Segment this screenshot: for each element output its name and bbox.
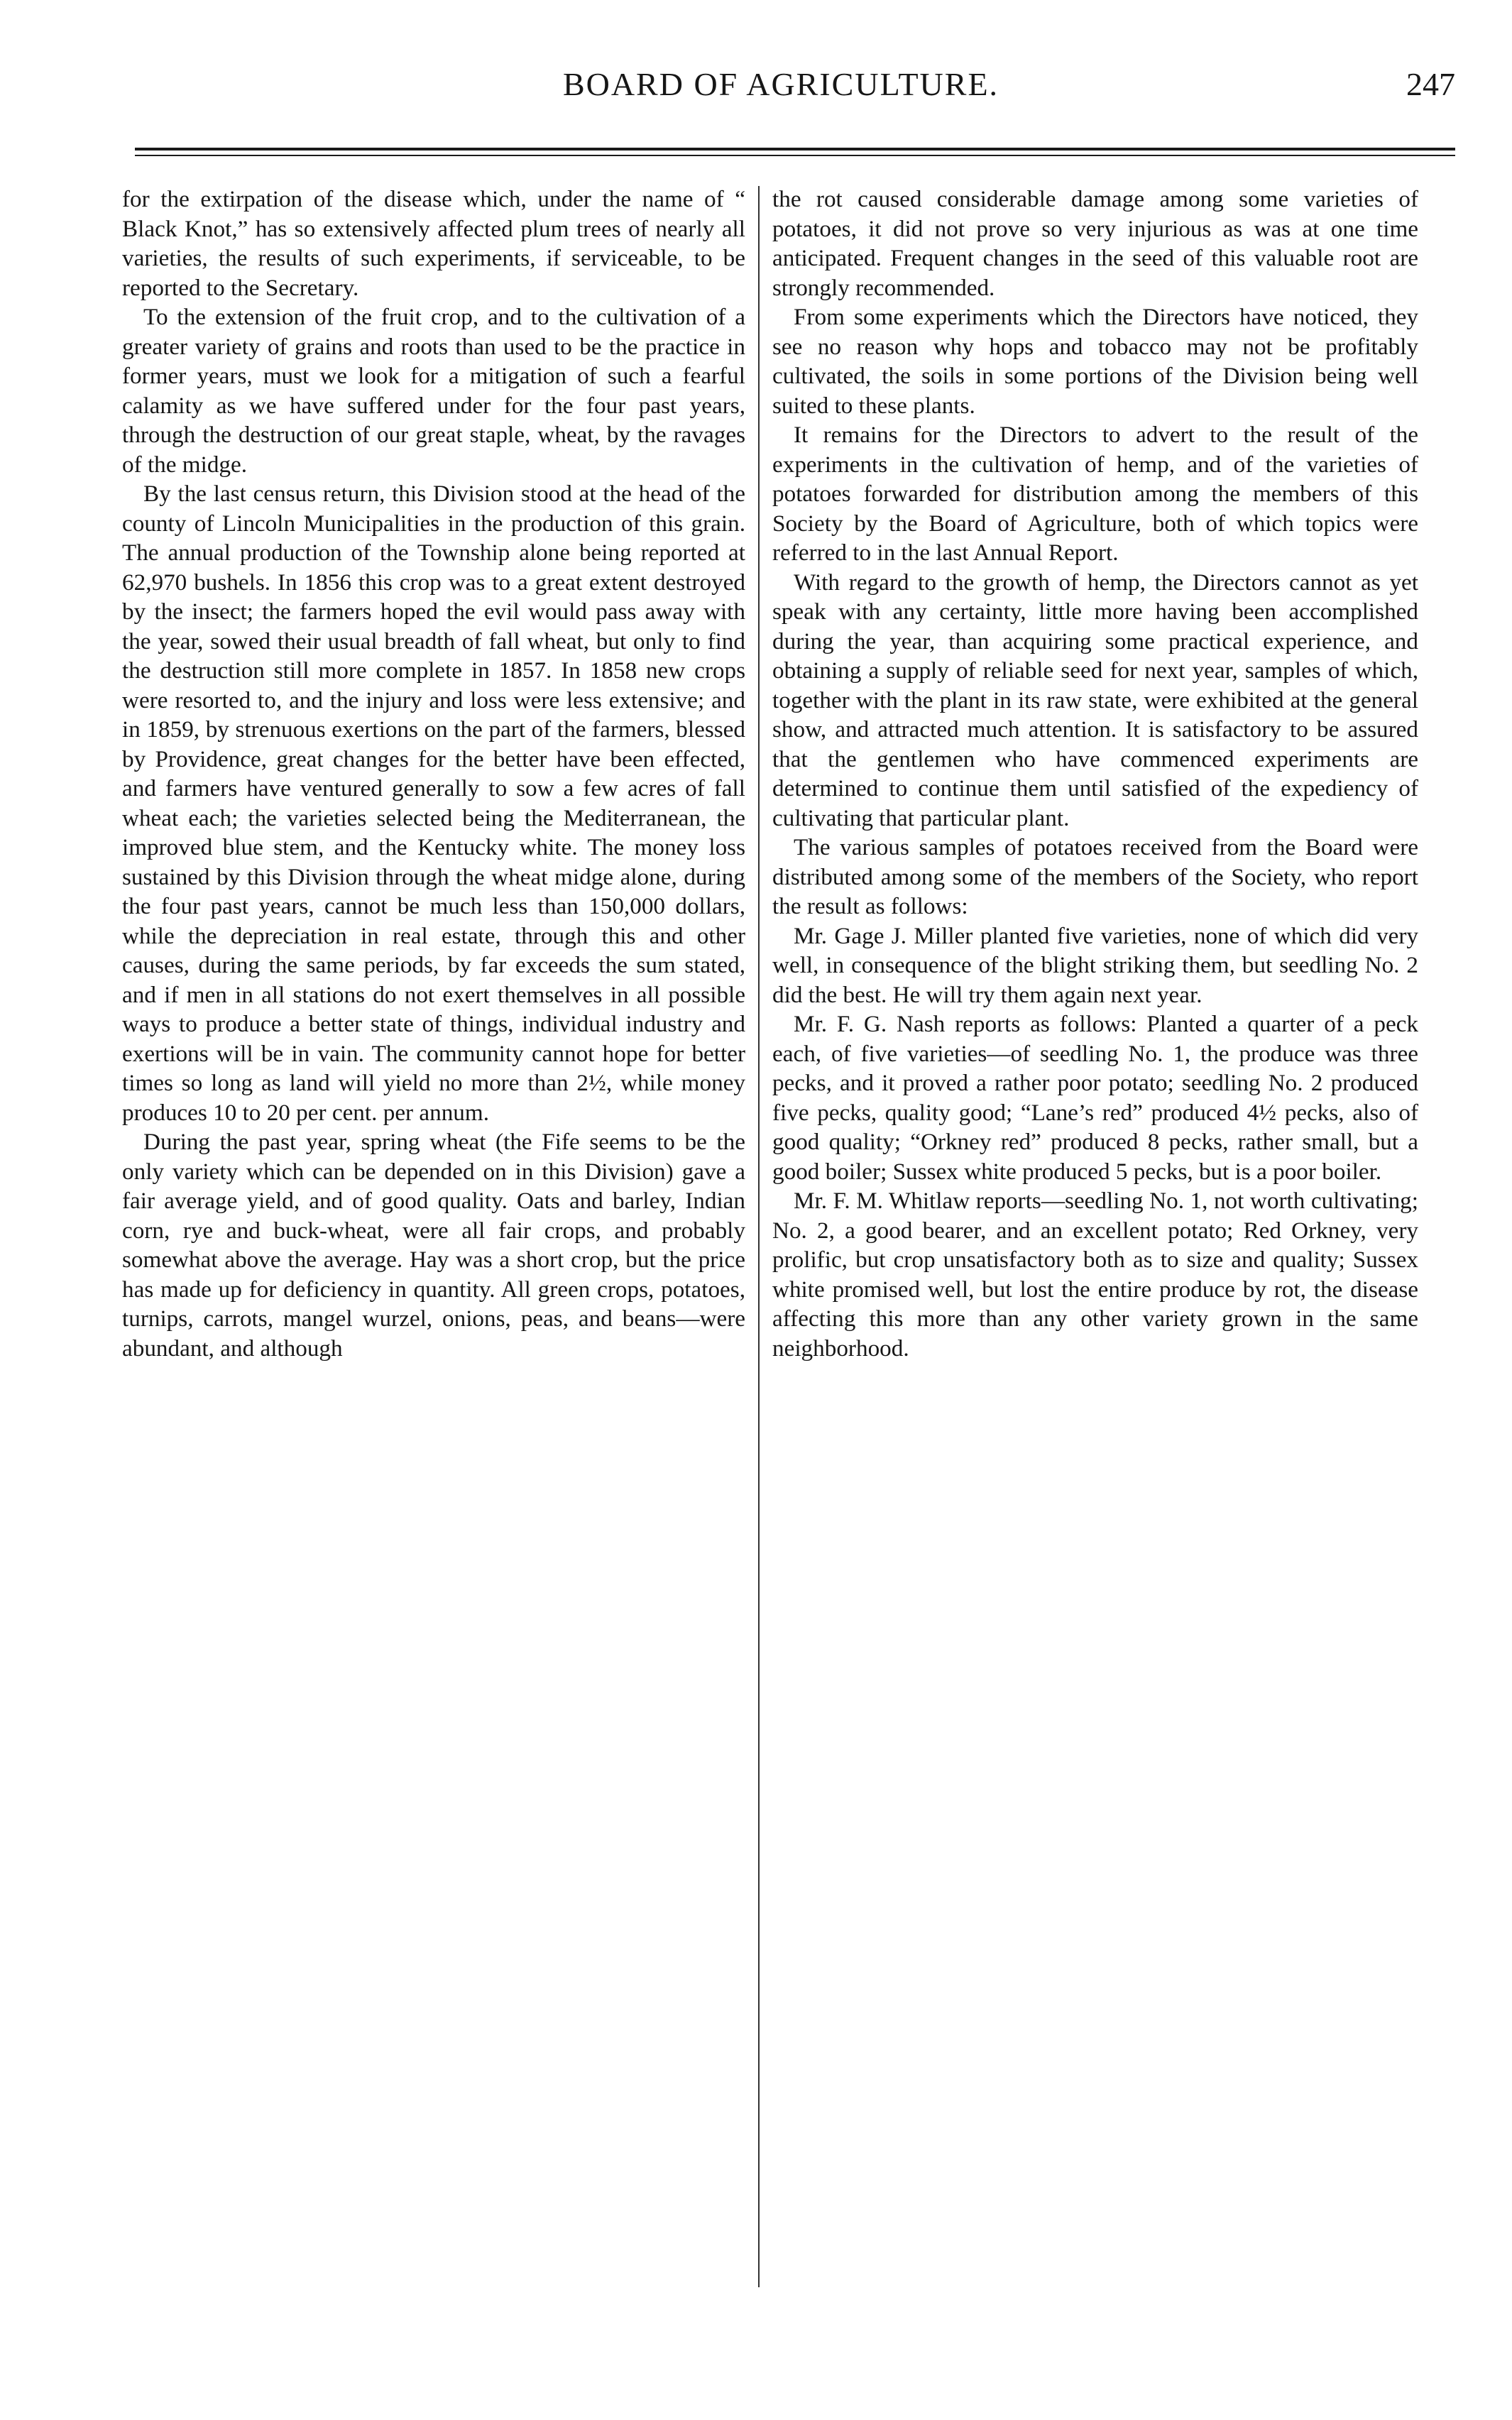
header-rule-thick [135,148,1455,150]
paragraph: With regard to the growth of hemp, the Directors cannot as yet speak with any certainty, little more having been accomplished during the year, than acquiring some practical experience, and obtaining a supply of reliable seed for next year, samples of which, together with the plant in its raw state, were exhibited at the general show, and attracted much attention. It is satisfactory to be assured that the gentlemen who have commenced experiments are determined to continue them until satisfied of the expediency of cultivating that particular plant. [772,569,1418,831]
paragraph: From some experiments which the Directors have noticed, they see no reason why hops and tobacco may not be profitably cultivated, the soils in some portions of the Division being well suited to these plants. [772,304,1418,419]
right-column [772,185,1418,1363]
paragraph: To the extension of the fruit crop, and to the cultivation of a greater variety of grains and roots than used to be the practice in former years, must we look for a mitigation of such a fearful calamity as we have suffered under for the four past years, through the destruction of our great staple, wheat, by the ravages of the midge. [122,304,745,478]
paragraph: Mr. Gage J. Miller planted five varieties, none of which did very well, in consequence of the blight striking them, but seedling No. 2 did the best. He will try them again next year. [772,922,1418,1008]
header-rule-thin [135,155,1455,156]
running-head [106,65,1455,108]
paragraph: Mr. F. G. Nash reports as follows: Planted a quarter of a peck each, of five varieties—of seedling No. 1, the produce was three pecks, and it proved a rather poor potato; seedling No. 2 produced five pecks, quality good; “Lane’s red” produced 4½ pecks, also of good quality; “Orkney red” produced 8 pecks, rather small, but a good boiler; Sussex white produced 5 pecks, but is a poor boiler. [772,1011,1418,1185]
paragraph: The various samples of potatoes received from the Board were distributed among some of the members of the Society, who report the result as follows: [772,834,1418,919]
paragraph: During the past year, spring wheat (the Fife seems to be the only variety which can be depended on in this Division) gave a fair average yield, and of good quality. Oats and barley, Indian corn, rye and buck-wheat, were all fair crops, and probably somewhat above the average. Hay was a short crop, but the price has made up for deficiency in quantity. All green crops, potatoes, turnips, carrots, mangel wurzel, onions, peas, and beans—were abundant, and although [122,1129,745,1362]
paragraph: the rot caused considerable damage among some varieties of potatoes, it did not prove so very injurious as was at one time anticipated. Frequent changes in the seed of this valuable root are strongly recommended. [772,186,1418,301]
page-number: 247 [1406,66,1455,102]
paragraph: for the extirpation of the disease which, under the name of “ Black Knot,” has so extensively affected plum trees of nearly all varieties, the results of such experiments, if serviceable, to be reported to the Secretary. [122,186,745,301]
paragraph: Mr. F. M. Whitlaw reports—seedling No. 1, not worth cultivating; No. 2, a good bearer, and an excellent potato; Red Orkney, very prolific, but crop unsatisfactory both as to size and quality; Sussex white promised well, but lost the entire produce by rot, the disease affecting this more than any other variety grown in the same neighborhood. [772,1188,1418,1362]
paragraph: It remains for the Directors to advert to the result of the experiments in the cultivation of hemp, and of the varieties of potatoes forwarded for distribution among the members of this Society by the Board of Agriculture, both of which topics were referred to in the last Annual Report. [772,422,1418,566]
left-column [122,185,745,1363]
running-title: BOARD OF AGRICULTURE. [562,66,999,102]
paragraph: By the last census return, this Division stood at the head of the county of Lincoln Municipalities in the production of this grain. The annual production of the Township alone being reported at 62,970 bushels. In 1856 this crop was to a great extent destroyed by the insect; the farmers hoped the evil would pass away with the year, sowed their usual breadth of fall wheat, but only to find the destruction still more complete in 1857. In 1858 new crops were resorted to, and the injury and loss were less extensive; and in 1859, by strenuous exertions on the part of the farmers, blessed by Providence, great changes for the better have been effected, and farmers have ventured generally to sow a few acres of fall wheat each; the varieties selected being the Mediterranean, the improved blue stem, and the Kentucky white. The money loss sustained by this Division through the wheat midge alone, during the four past years, cannot be much less than 150,000 dollars, while the depreciation in real estate, through this and other causes, during the same periods, by far exceeds the sum stated, and if men in all stations do not exert themselves in all possible ways to produce a better state of things, individual industry and exertions will be in vain. The community cannot hope for better times so long as land will yield no more than 2½, while money produces 10 to 20 per cent. per annum. [122,481,745,1126]
column-divider [758,186,760,2287]
